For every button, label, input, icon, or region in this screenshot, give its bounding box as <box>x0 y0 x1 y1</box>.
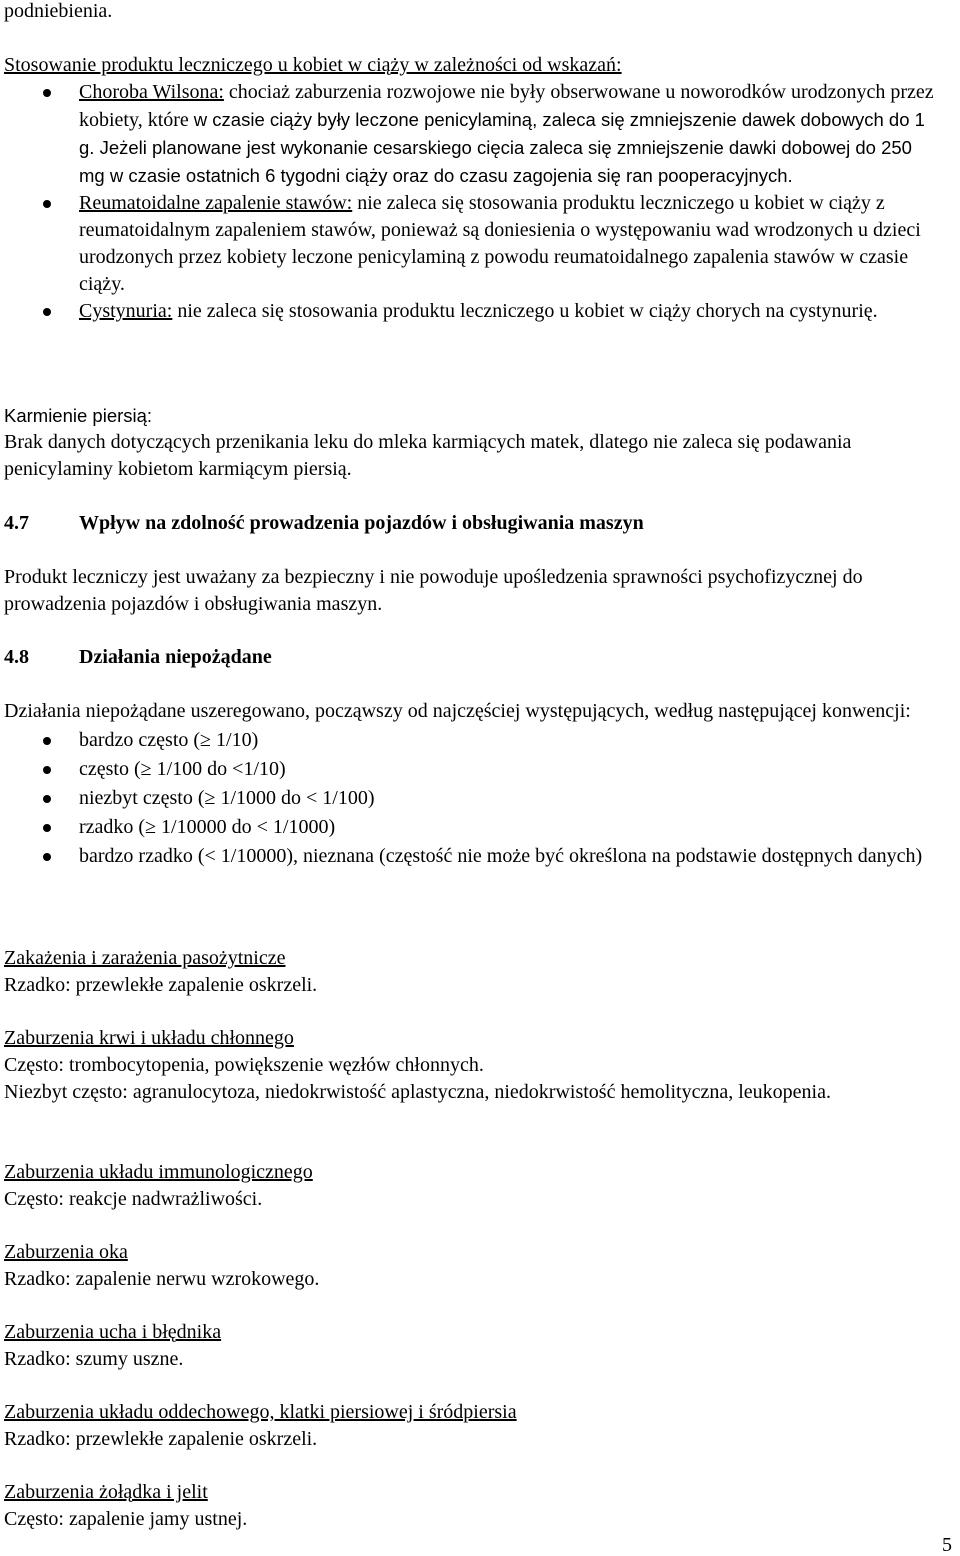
frequency-item: bardzo często (≥ 1/10) <box>4 727 939 754</box>
ra-label: Reumatoidalne zapalenie stawów: <box>79 192 353 214</box>
list-item-wilson <box>4 79 939 190</box>
frequency-item: rzadko (≥ 1/10000 do < 1/1000) <box>4 814 939 841</box>
category-immune <box>4 1159 939 1213</box>
category-eye <box>4 1239 939 1293</box>
category-gastro <box>4 1479 939 1533</box>
wilson-text-b: w czasie ciąży były leczone penicylaminą, zaleca się zmniejszenie dawek dobowych do 1 g. Jeżeli planowane jest wykonanie cesarskiego cięcia zaleca się zmniejszenie dawki dobowej do 250 mg w czasie ostatnich 6 tygodni ciąży oraz do czasu zagojenia się ran pooperacyjnych. <box>79 109 925 186</box>
section-4-7-number: 4.7 <box>4 512 29 534</box>
frequency-item: niezbyt często (≥ 1/1000 do < 1/100) <box>4 785 939 812</box>
category-title: Zaburzenia układu oddechowego, klatki piersiowej i śródpiersia <box>4 1401 517 1423</box>
category-line: Często: trombocytopenia, powiększenie węzłów chłonnych. <box>4 1054 484 1076</box>
section-4-7-text: Produkt leczniczy jest uważany za bezpieczny i nie powoduje upośledzenia sprawności psychofizycznej do prowadzenia pojazdów i obsługiwania maszyn. <box>4 566 863 615</box>
section-4-8-number: 4.8 <box>4 646 29 668</box>
top-fragment: podniebienia. <box>4 0 113 22</box>
category-line: Często: reakcje nadwrażliwości. <box>4 1188 263 1210</box>
pregnancy-heading: Stosowanie produktu leczniczego u kobiet w ciąży w zależności od wskazań: <box>4 54 622 76</box>
pregnancy-section <box>4 52 939 325</box>
category-blood <box>4 1025 939 1106</box>
category-title: Zaburzenia oka <box>4 1241 128 1263</box>
category-infections <box>4 945 939 999</box>
section-4-8-title: Działania niepożądane <box>79 646 272 668</box>
wilson-label: Choroba Wilsona: <box>79 81 224 103</box>
cystinuria-text: nie zaleca się stosowania produktu leczniczego u kobiet w ciąży chorych na cystynurię. <box>172 300 878 322</box>
adverse-intro-text: Działania niepożądane uszeregowano, począwszy od najczęściej występujących, według następującej konwencji: <box>4 700 911 722</box>
category-line: Rzadko: przewlekłe zapalenie oskrzeli. <box>4 974 318 996</box>
adverse-intro <box>4 698 939 870</box>
section-4-7-title: Wpływ na zdolność prowadzenia pojazdów i obsługiwania maszyn <box>79 512 644 534</box>
category-title: Zakażenia i zarażenia pasożytnicze <box>4 947 286 969</box>
category-line: Często: zapalenie jamy ustnej. <box>4 1508 248 1530</box>
list-item-ra <box>4 190 939 298</box>
category-title: Zaburzenia ucha i błędnika <box>4 1321 222 1343</box>
wilson-text-a: chociaż zaburzenia rozwojowe nie były obserwowane u noworodków urodzonych przez kobiety, które <box>79 81 934 131</box>
category-title: Zaburzenia żołądka i jelit <box>4 1481 208 1503</box>
category-line: Rzadko: zapalenie nerwu wzrokowego. <box>4 1268 320 1290</box>
frequency-list <box>4 727 939 870</box>
category-line: Rzadko: przewlekłe zapalenie oskrzeli. <box>4 1428 318 1450</box>
section-4-8-heading <box>4 644 272 671</box>
category-title: Zaburzenia krwi i układu chłonnego <box>4 1027 294 1049</box>
category-ear <box>4 1319 939 1373</box>
category-respiratory <box>4 1399 939 1453</box>
list-item-cystinuria <box>4 298 939 325</box>
cystinuria-label: Cystynuria: <box>79 300 173 322</box>
breastfeeding-section <box>4 402 939 483</box>
frequency-item: często (≥ 1/100 do <1/10) <box>4 756 939 783</box>
breastfeeding-text: Brak danych dotyczących przenikania leku do mleka karmiących matek, dlatego nie zaleca się podawania penicylaminy kobietom karmiącym piersią. <box>4 431 852 480</box>
section-4-7-heading <box>4 510 644 537</box>
category-line: Niezbyt często: agranulocytoza, niedokrwistość aplastyczna, niedokrwistość hemolityczna, leukopenia. <box>4 1081 831 1103</box>
pregnancy-list <box>4 79 939 325</box>
category-line: Rzadko: szumy uszne. <box>4 1348 184 1370</box>
page-number: 5 <box>942 1534 952 1556</box>
ra-text: nie zaleca się stosowania produktu leczniczego u kobiet w ciąży z reumatoidalnym zapaleniem stawów, ponieważ są doniesienia o występowaniu wad wrodzonych u dzieci urodzonych przez kobiety leczone penicylaminą z powodu reumatoidalnego zapalenia stawów w czasie ciąży. <box>79 192 921 295</box>
category-title: Zaburzenia układu immunologicznego <box>4 1161 313 1183</box>
breastfeeding-heading: Karmienie piersią: <box>4 405 153 426</box>
frequency-item: bardzo rzadko (< 1/10000), nieznana (częstość nie może być określona na podstawie dostępnych danych) <box>4 843 939 870</box>
